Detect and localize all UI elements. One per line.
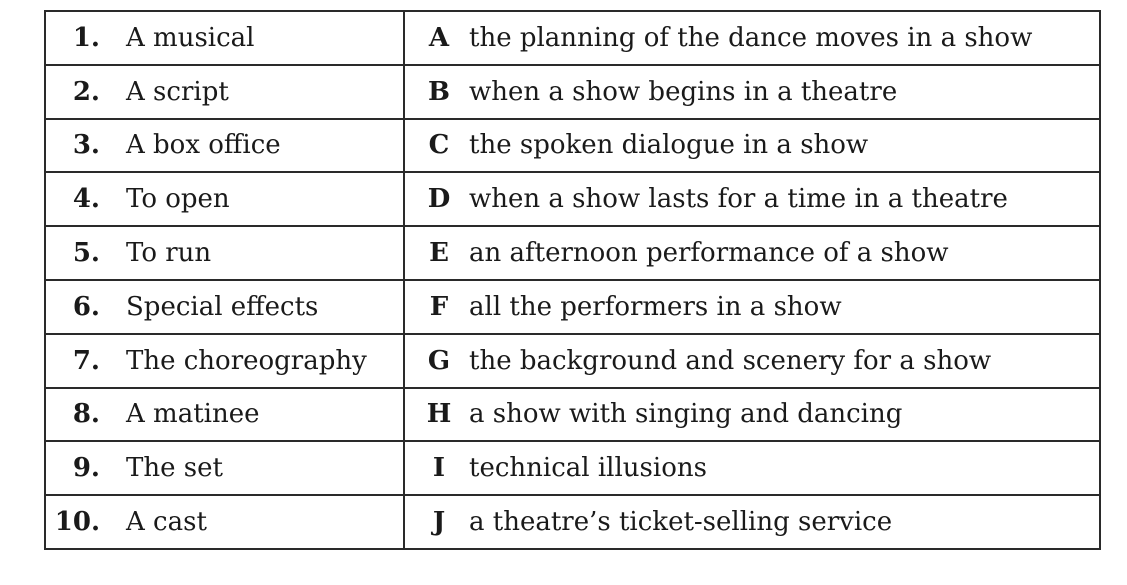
term-number: 2. — [72, 76, 100, 107]
definition-text: the background and scenery for a show — [469, 345, 992, 376]
definition-text: a theatre’s ticket-selling service — [469, 507, 893, 538]
term-number: 5. — [72, 238, 100, 269]
term-number: 4. — [72, 184, 100, 215]
term-number: 9. — [72, 453, 100, 484]
term-text: The choreography — [126, 345, 367, 376]
term-text: To open — [126, 184, 230, 215]
table-row — [45, 172, 1100, 226]
term-cell — [45, 226, 404, 280]
definition-cell — [404, 334, 1100, 388]
term-text: A musical — [126, 22, 255, 53]
term-cell — [45, 334, 404, 388]
matching-table — [44, 10, 1101, 550]
term-number: 8. — [72, 399, 100, 430]
definition-cell — [404, 441, 1100, 495]
term-cell — [45, 388, 404, 442]
definition-text: a show with singing and dancing — [469, 399, 903, 430]
table-row — [45, 441, 1100, 495]
definition-letter: F — [429, 291, 449, 322]
term-text: A cast — [126, 507, 207, 538]
definition-letter: A — [428, 22, 450, 53]
term-number: 7. — [72, 345, 100, 376]
definition-letter: I — [432, 453, 446, 484]
definition-text: when a show begins in a theatre — [469, 76, 898, 107]
term-text: The set — [126, 453, 223, 484]
table-row — [45, 119, 1100, 173]
table-row — [45, 65, 1100, 119]
term-cell — [45, 11, 404, 65]
definition-letter: H — [426, 399, 452, 430]
term-text: To run — [126, 238, 212, 269]
term-text: A script — [126, 76, 229, 107]
term-text: A box office — [126, 130, 281, 161]
matching-table-body — [45, 11, 1100, 549]
definition-cell — [404, 388, 1100, 442]
term-cell — [45, 65, 404, 119]
definition-text: an afternoon performance of a show — [469, 238, 949, 269]
term-cell — [45, 495, 404, 549]
definition-text: the planning of the dance moves in a show — [469, 22, 1033, 53]
table-row — [45, 495, 1100, 549]
term-cell — [45, 441, 404, 495]
term-number: 3. — [72, 130, 100, 161]
definition-text: all the performers in a show — [469, 291, 842, 322]
term-text: A matinee — [126, 399, 260, 430]
definition-letter: D — [427, 184, 451, 215]
table-row — [45, 226, 1100, 280]
term-number: 10. — [54, 507, 100, 538]
definition-cell — [404, 11, 1100, 65]
term-text: Special effects — [126, 291, 319, 322]
table-row — [45, 388, 1100, 442]
definition-text: technical illusions — [469, 453, 707, 484]
definition-letter: E — [429, 238, 449, 269]
definition-cell — [404, 172, 1100, 226]
term-cell — [45, 119, 404, 173]
definition-letter: G — [427, 345, 451, 376]
term-cell — [45, 280, 404, 334]
definition-text: when a show lasts for a time in a theatre — [469, 184, 1008, 215]
definition-letter: J — [432, 507, 446, 538]
definition-text: the spoken dialogue in a show — [469, 130, 869, 161]
term-number: 6. — [72, 291, 100, 322]
term-cell — [45, 172, 404, 226]
definition-cell — [404, 119, 1100, 173]
definition-cell — [404, 280, 1100, 334]
definition-cell — [404, 226, 1100, 280]
term-number: 1. — [72, 22, 100, 53]
table-row — [45, 11, 1100, 65]
definition-letter: C — [428, 130, 450, 161]
table-row — [45, 334, 1100, 388]
definition-letter: B — [428, 76, 450, 107]
definition-cell — [404, 65, 1100, 119]
table-row — [45, 280, 1100, 334]
definition-cell — [404, 495, 1100, 549]
